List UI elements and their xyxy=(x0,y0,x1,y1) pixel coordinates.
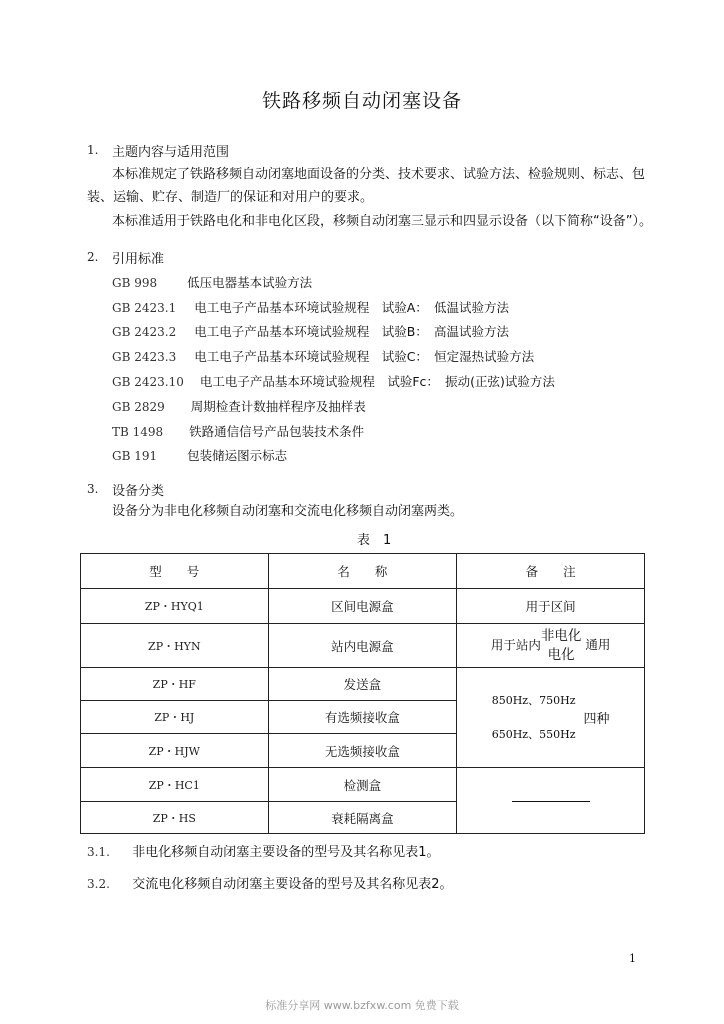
reference-text: 包装储运图示标志 xyxy=(187,448,288,463)
subsection-text: 交流电化移频自动闭塞主要设备的型号及其名称见表2。 xyxy=(132,877,453,892)
reference-text: 铁路通信信号产品包装技术条件 xyxy=(189,424,365,439)
subsection-3-1 xyxy=(87,841,439,864)
name-cell: 衰耗隔离盒 xyxy=(268,802,457,834)
reference-item xyxy=(112,372,555,390)
name-cell: 发送盒 xyxy=(268,668,457,701)
reference-item xyxy=(112,397,366,415)
subsection-3-2 xyxy=(87,873,452,896)
frequency-count: 四种 xyxy=(583,712,610,727)
header-model: 型 号 xyxy=(81,554,269,589)
name-cell: 有选频接收盒 xyxy=(268,701,457,734)
reference-item xyxy=(112,422,364,440)
section-3-number: 3. xyxy=(87,482,99,496)
section-1-number: 1. xyxy=(87,143,99,157)
document-title: 铁路移频自动闭塞设备 xyxy=(261,90,462,112)
reference-text: 电工电子产品基本环境试验规程 试验Fc： 振动(正弦)试验方法 xyxy=(199,374,555,389)
reference-text: 电工电子产品基本环境试验规程 试验A： 低温试验方法 xyxy=(194,300,509,315)
notes-option-electrified: 电化 xyxy=(547,646,575,663)
section-1-title: 主题内容与适用范围 xyxy=(112,145,230,160)
notes-cell: 用于区间 xyxy=(457,589,645,624)
table-row xyxy=(81,768,645,802)
reference-code: TB 1498 xyxy=(112,425,164,439)
table-caption: 表 1 xyxy=(357,533,392,548)
notes-options xyxy=(541,627,582,665)
frequency-line: 650Hz、550Hz xyxy=(491,727,576,741)
reference-text: 电工电子产品基本环境试验规程 试验C： 恒定湿热试验方法 xyxy=(194,349,535,364)
section-1-paragraph-1-line-2: 装、运输、贮存、制造厂的保证和对用户的要求。 xyxy=(87,190,374,205)
subsection-number: 3.2. xyxy=(87,877,110,891)
name-cell: 站内电源盒 xyxy=(268,624,457,668)
section-1-paragraph-2: 本标准适用于铁路电化和非电化区段，移频自动闭塞三显示和四显示设备（以下简称“设备”）。 xyxy=(112,214,652,229)
section-2-title: 引用标准 xyxy=(112,252,165,267)
reference-text: 低压电器基本试验方法 xyxy=(187,275,313,290)
section-2-number: 2. xyxy=(87,250,99,264)
equipment-table xyxy=(80,553,645,834)
header-notes: 备 注 xyxy=(457,554,645,589)
reference-item xyxy=(112,347,534,365)
table-row xyxy=(81,668,645,701)
reference-code: GB 998 xyxy=(112,276,158,290)
reference-code: GB 2829 xyxy=(112,400,165,414)
footer-watermark: 标准分享网 www.bzfxw.com 免费下载 xyxy=(265,999,459,1012)
model-cell: ZP・HS xyxy=(81,802,269,834)
notes-cell-frequencies xyxy=(457,668,645,768)
reference-code: GB 2423.3 xyxy=(112,350,177,364)
model-cell: ZP・HF xyxy=(81,668,269,701)
reference-item xyxy=(112,322,509,340)
section-3-title: 设备分类 xyxy=(112,484,165,499)
reference-code: GB 2423.2 xyxy=(112,325,177,339)
name-cell: 区间电源盒 xyxy=(268,589,457,624)
reference-code: GB 2423.10 xyxy=(112,375,184,389)
model-cell: ZP・HJW xyxy=(81,734,269,768)
model-cell: ZP・HC1 xyxy=(81,768,269,802)
notes-cell-empty xyxy=(457,768,645,834)
notes-option-non-electrified: 非电化 xyxy=(540,627,582,644)
section-3-intro: 设备分为非电化移频自动闭塞和交流电化移频自动闭塞两类。 xyxy=(112,504,464,519)
notes-cell xyxy=(457,624,645,668)
subsection-text: 非电化移频自动闭塞主要设备的型号及其名称见表1。 xyxy=(132,845,440,860)
subsection-number: 3.1. xyxy=(87,845,110,859)
reference-item xyxy=(112,446,287,464)
table-row xyxy=(81,624,645,668)
table-row xyxy=(81,589,645,624)
name-cell: 检测盒 xyxy=(268,768,457,802)
model-cell: ZP・HYN xyxy=(81,624,269,668)
reference-item xyxy=(112,298,509,316)
frequency-line: 850Hz、750Hz xyxy=(491,693,576,707)
name-cell: 无选频接收盒 xyxy=(268,734,457,768)
notes-prefix: 用于站内 xyxy=(490,637,541,652)
reference-code: GB 191 xyxy=(112,449,158,463)
reference-code: GB 2423.1 xyxy=(112,301,177,315)
table-header-row xyxy=(81,554,645,589)
header-name: 名 称 xyxy=(268,554,457,589)
reference-text: 电工电子产品基本环境试验规程 试验B： 高温试验方法 xyxy=(194,324,510,339)
reference-text: 周期检查计数抽样程序及抽样表 xyxy=(190,399,366,414)
model-cell: ZP・HYQ1 xyxy=(81,589,269,624)
page-number: 1 xyxy=(629,952,636,965)
notes-suffix: 通用 xyxy=(585,637,611,652)
reference-item xyxy=(112,273,312,291)
model-cell: ZP・HJ xyxy=(81,701,269,734)
section-1-paragraph-1-line-1: 本标准规定了铁路移频自动闭塞地面设备的分类、技术要求、试验方法、检验规则、标志、包 xyxy=(112,167,646,182)
empty-note-line xyxy=(512,801,590,802)
